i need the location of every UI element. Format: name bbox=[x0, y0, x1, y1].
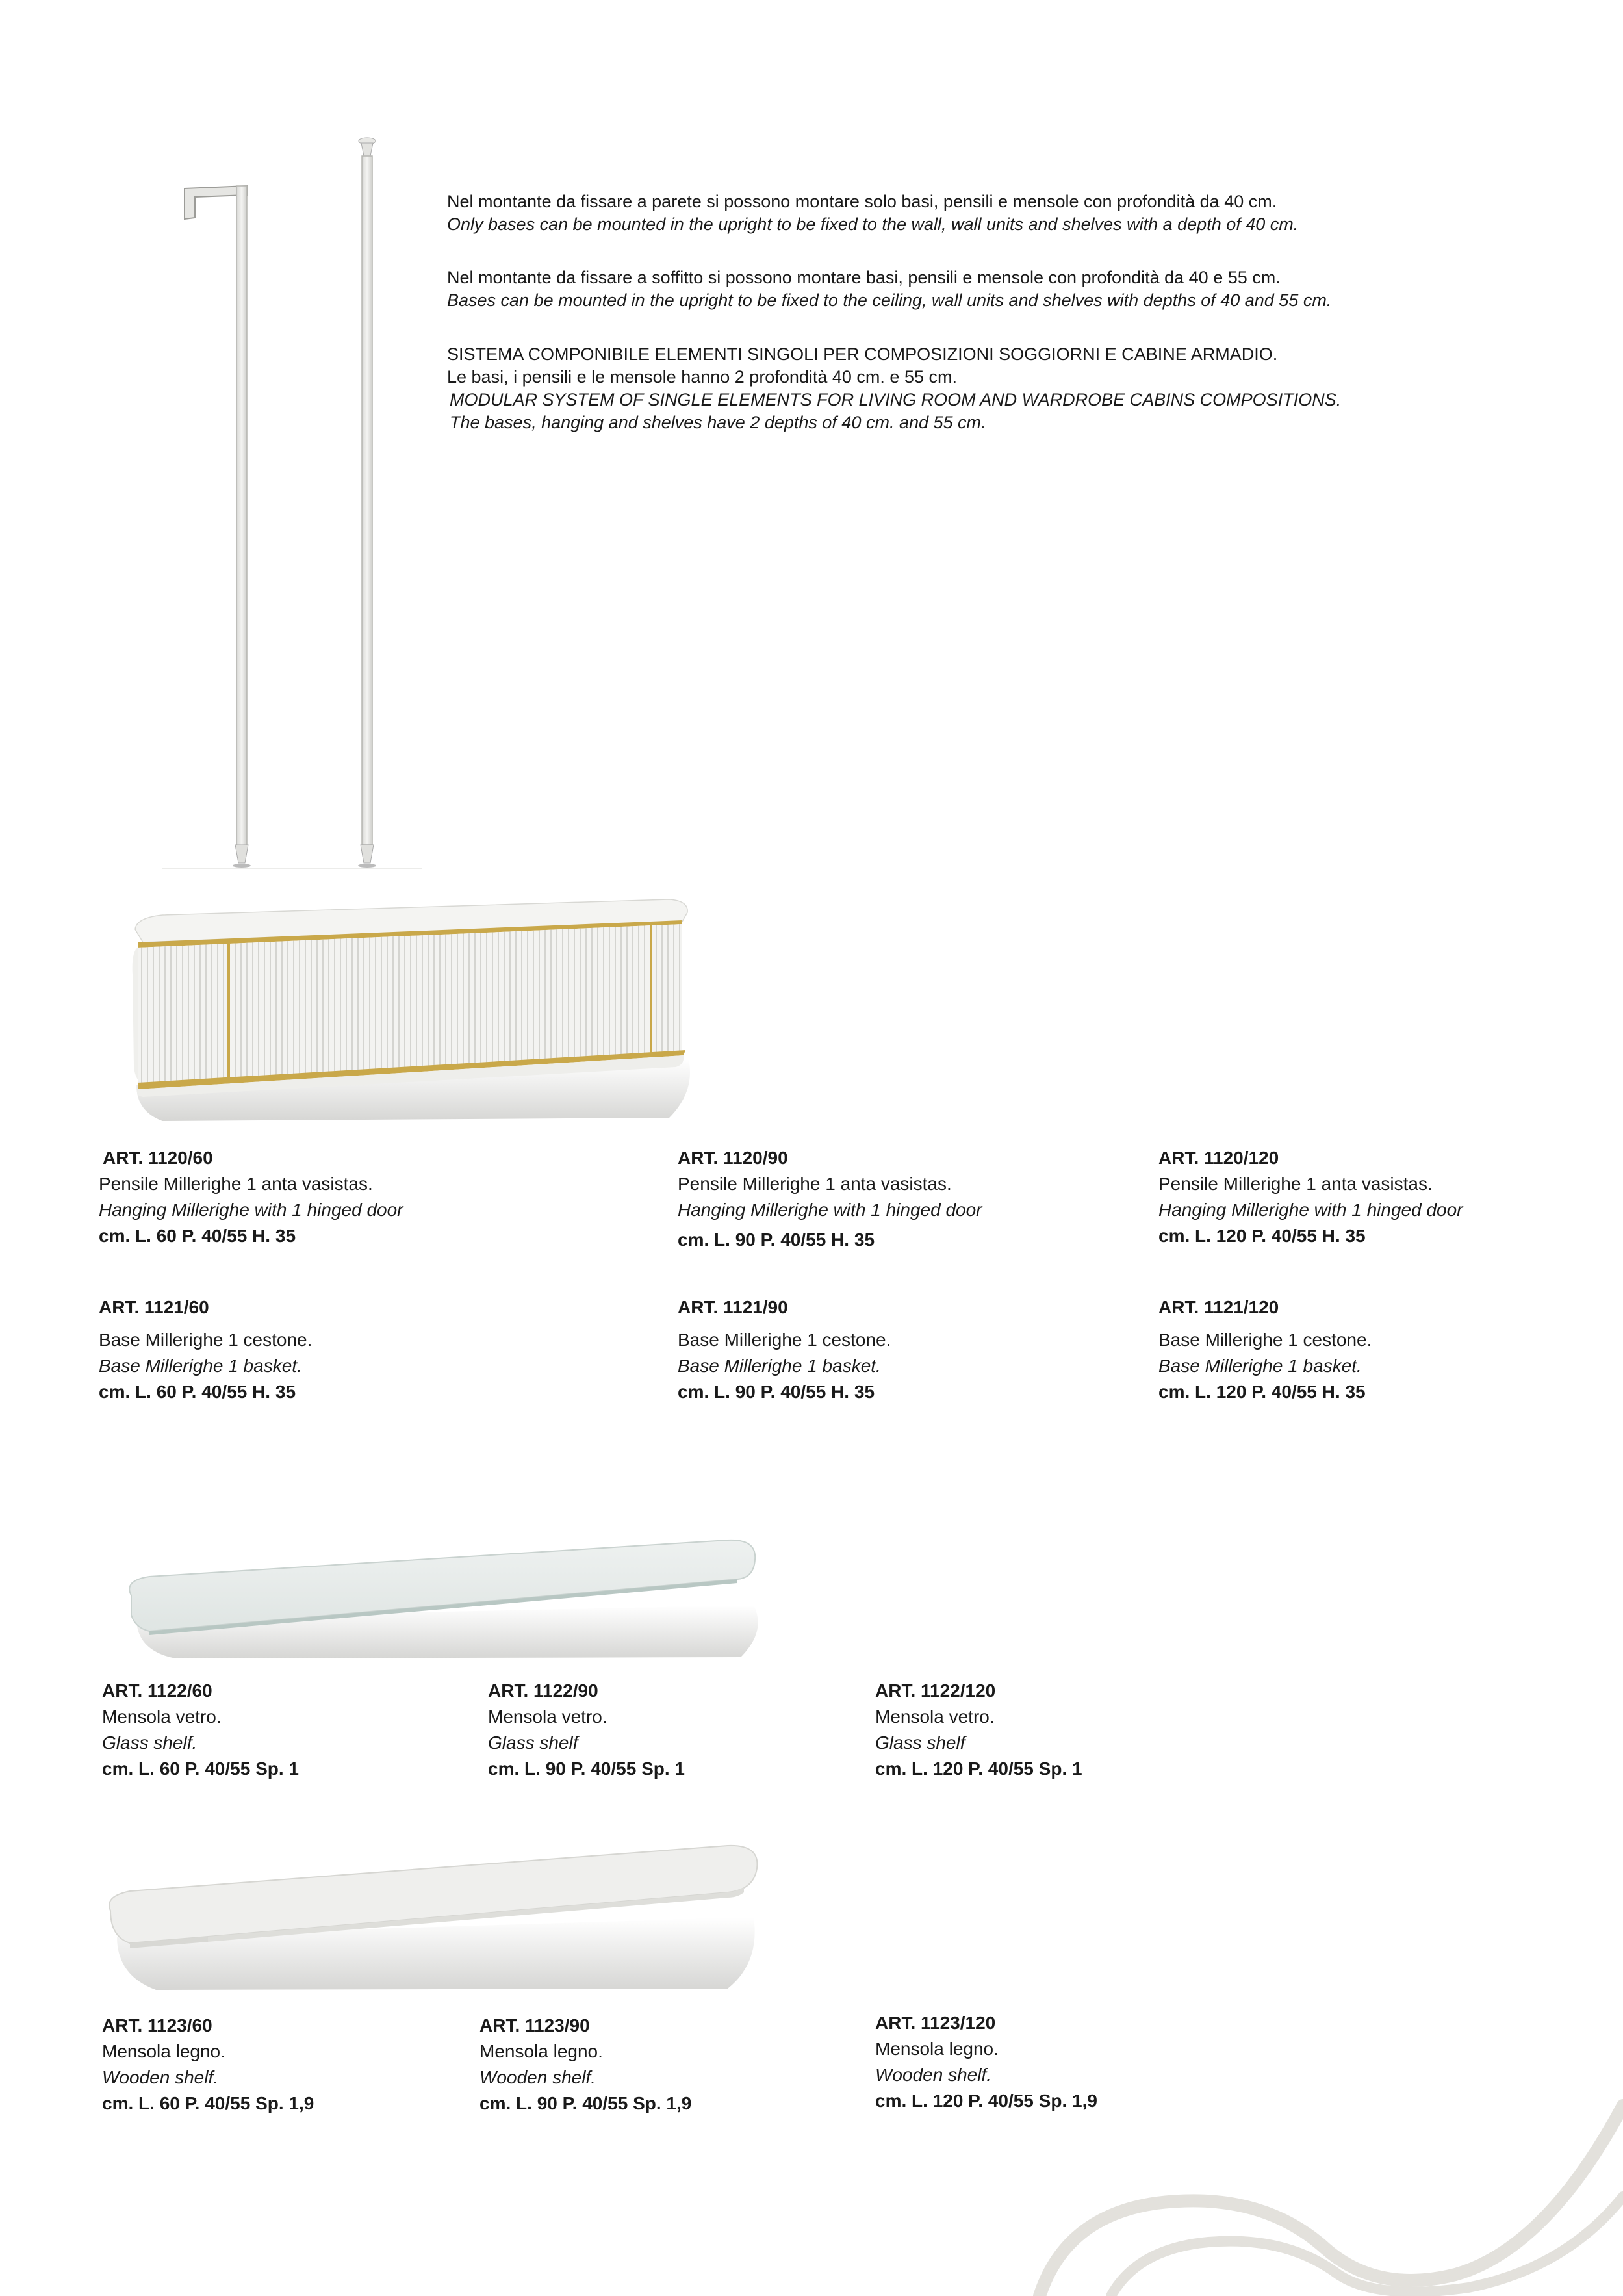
product-1121-60 bbox=[99, 1295, 312, 1405]
upright-posts-illustration bbox=[162, 130, 422, 877]
description-en: Hanging Millerighe with 1 hinged door bbox=[1158, 1200, 1463, 1220]
intro-system-it1: SISTEMA COMPONIBILE ELEMENTI SINGOLI PER COMPOSIZIONI SOGGIORNI E CABINE ARMADIO. bbox=[447, 344, 1278, 364]
dimensions: cm. L. 60 P. 40/55 H. 35 bbox=[99, 1382, 296, 1402]
article-code: ART. 1123/120 bbox=[875, 2013, 996, 2033]
description-en: Glass shelf. bbox=[102, 1733, 198, 1753]
dimensions: cm. L. 120 P. 40/55 Sp. 1 bbox=[875, 1759, 1082, 1779]
intro-paragraph-system bbox=[447, 343, 1552, 434]
dimensions: cm. L. 60 P. 40/55 H. 35 bbox=[99, 1226, 296, 1246]
wall-upright-post bbox=[185, 186, 251, 868]
article-code: ART. 1123/60 bbox=[102, 2015, 212, 2035]
intro-wall-it: Nel montante da fissare a parete si possono montare solo basi, pensili e mensole con profondità da 40 cm. bbox=[447, 192, 1277, 211]
article-code: ART. 1123/90 bbox=[479, 2015, 590, 2035]
description-it: Base Millerighe 1 cestone. bbox=[678, 1330, 891, 1350]
article-code: ART. 1120/90 bbox=[678, 1148, 788, 1168]
product-1123-60 bbox=[102, 2013, 314, 2117]
intro-ceiling-it: Nel montante da fissare a soffitto si possono montare basi, pensili e mensole con profondità da 40 e 55 cm. bbox=[447, 268, 1281, 287]
description-it: Base Millerighe 1 cestone. bbox=[99, 1330, 313, 1350]
description-it: Mensola vetro. bbox=[875, 1707, 995, 1727]
description-en: Base Millerighe 1 basket. bbox=[1158, 1356, 1362, 1376]
article-code: ART. 1121/120 bbox=[1158, 1297, 1279, 1317]
description-en: Glass shelf bbox=[488, 1733, 578, 1753]
intro-system-en1: MODULAR SYSTEM OF SINGLE ELEMENTS FOR LIVING ROOM AND WARDROBE CABINS COMPOSITIONS. bbox=[450, 390, 1342, 409]
description-en: Wooden shelf. bbox=[479, 2067, 596, 2087]
description-en: Base Millerighe 1 basket. bbox=[678, 1356, 881, 1376]
intro-wall-en: Only bases can be mounted in the upright to be fixed to the wall, wall units and shelves with a depth of 40 cm. bbox=[447, 214, 1299, 234]
description-en: Base Millerighe 1 basket. bbox=[99, 1356, 302, 1376]
product-1121-120 bbox=[1158, 1295, 1372, 1405]
description-en: Hanging Millerighe with 1 hinged door bbox=[99, 1200, 403, 1220]
millerighe-cabinet-illustration bbox=[123, 890, 708, 1124]
dimensions: cm. L. 120 P. 40/55 H. 35 bbox=[1158, 1382, 1366, 1402]
dimensions: cm. L. 60 P. 40/55 Sp. 1 bbox=[102, 1759, 299, 1779]
product-1123-90 bbox=[479, 2013, 691, 2117]
article-code: ART. 1121/60 bbox=[99, 1297, 209, 1317]
dimensions: cm. L. 90 P. 40/55 H. 35 bbox=[678, 1230, 875, 1250]
intro-system-it2: Le basi, i pensili e le mensole hanno 2 profondità 40 cm. e 55 cm. bbox=[447, 367, 957, 387]
product-1120-90 bbox=[678, 1145, 982, 1253]
article-code: ART. 1122/90 bbox=[488, 1681, 598, 1701]
product-1122-90 bbox=[488, 1678, 685, 1782]
article-code: ART. 1120/60 bbox=[103, 1148, 213, 1168]
description-it: Pensile Millerighe 1 anta vasistas. bbox=[678, 1174, 952, 1194]
article-code: ART. 1121/90 bbox=[678, 1297, 788, 1317]
intro-paragraph-wall bbox=[447, 190, 1552, 236]
glass-shelf-illustration bbox=[123, 1534, 773, 1664]
wooden-shelf-illustration bbox=[104, 1839, 767, 1995]
dimensions: cm. L. 120 P. 40/55 H. 35 bbox=[1158, 1226, 1366, 1246]
article-code: ART. 1122/120 bbox=[875, 1681, 996, 1701]
dimensions: cm. L. 90 P. 40/55 Sp. 1 bbox=[488, 1759, 685, 1779]
description-it: Pensile Millerighe 1 anta vasistas. bbox=[99, 1174, 373, 1194]
description-en: Glass shelf bbox=[875, 1733, 965, 1753]
dimensions: cm. L. 90 P. 40/55 H. 35 bbox=[678, 1382, 875, 1402]
product-1120-60 bbox=[99, 1145, 403, 1249]
description-it: Mensola vetro. bbox=[488, 1707, 607, 1727]
description-it: Mensola legno. bbox=[479, 2041, 603, 2061]
article-code: ART. 1122/60 bbox=[102, 1681, 212, 1701]
description-it: Base Millerighe 1 cestone. bbox=[1158, 1330, 1372, 1350]
dimensions: cm. L. 60 P. 40/55 Sp. 1,9 bbox=[102, 2093, 314, 2113]
intro-paragraph-ceiling bbox=[447, 266, 1552, 312]
intro-ceiling-en: Bases can be mounted in the upright to be fixed to the ceiling, wall units and shelves with depths of 40 and 55 cm. bbox=[447, 290, 1332, 310]
product-1120-120 bbox=[1158, 1145, 1463, 1249]
description-en: Wooden shelf. bbox=[875, 2065, 991, 2085]
decorative-swirl-lines bbox=[1014, 2054, 1623, 2296]
description-it: Mensola legno. bbox=[875, 2039, 999, 2059]
ceiling-upright-post bbox=[358, 138, 376, 868]
description-it: Pensile Millerighe 1 anta vasistas. bbox=[1158, 1174, 1433, 1194]
description-it: Mensola vetro. bbox=[102, 1707, 222, 1727]
dimensions: cm. L. 120 P. 40/55 Sp. 1,9 bbox=[875, 2091, 1097, 2111]
product-1122-60 bbox=[102, 1678, 299, 1782]
description-en: Hanging Millerighe with 1 hinged door bbox=[678, 1200, 982, 1220]
description-en: Wooden shelf. bbox=[102, 2067, 218, 2087]
dimensions: cm. L. 90 P. 40/55 Sp. 1,9 bbox=[479, 2093, 692, 2113]
article-code: ART. 1120/120 bbox=[1158, 1148, 1279, 1168]
description-it: Mensola legno. bbox=[102, 2041, 225, 2061]
product-1121-90 bbox=[678, 1295, 891, 1405]
intro-system-en2: The bases, hanging and shelves have 2 depths of 40 cm. and 55 cm. bbox=[450, 413, 986, 432]
product-1122-120 bbox=[875, 1678, 1082, 1782]
